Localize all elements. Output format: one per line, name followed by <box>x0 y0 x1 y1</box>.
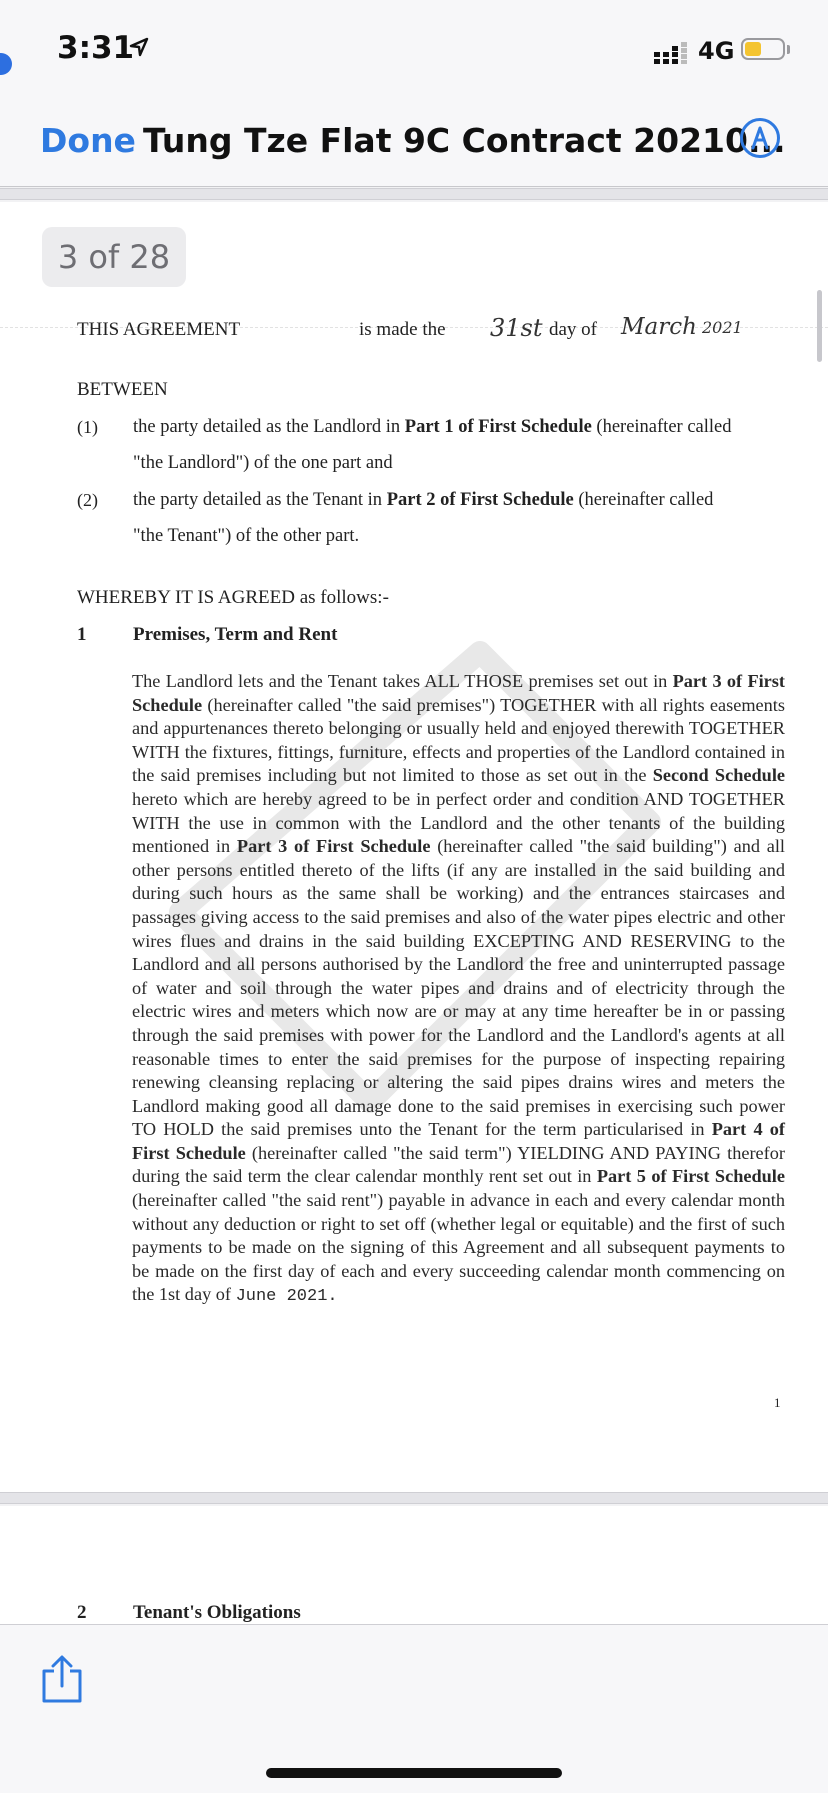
party-1-line-1: the party detailed as the Landlord in Part 1 of First Schedule (hereinafter called <box>133 417 732 437</box>
page-indicator: 3 of 28 <box>42 227 186 287</box>
document-page-3[interactable] <box>0 202 828 1492</box>
made-the-text: is made the <box>359 319 446 340</box>
clause-2-title: Tenant's Obligations <box>133 1602 301 1623</box>
whereby-heading: WHEREBY IT IS AGREED as follows:- <box>77 587 389 608</box>
share-icon[interactable] <box>40 1655 84 1703</box>
cellular-signal-icon <box>654 42 690 64</box>
between-heading: BETWEEN <box>77 379 168 400</box>
document-page-4[interactable] <box>0 1506 828 1624</box>
location-arrow-icon <box>129 37 149 57</box>
network-type: 4G <box>698 37 735 65</box>
scrollbar-thumb[interactable] <box>817 290 822 362</box>
page-separator <box>0 1492 828 1504</box>
handwritten-year: 2021 <box>702 318 743 337</box>
party-2-line-2: "the Tenant") of the other part. <box>133 526 360 546</box>
status-bar <box>0 0 828 90</box>
location-indicator-dot <box>0 53 12 75</box>
clause-1-number: 1 <box>77 624 87 645</box>
clause-2-number: 2 <box>77 1602 87 1623</box>
handwritten-day: 31st <box>490 314 543 342</box>
party-1-line-2: "the Landlord") of the one part and <box>133 453 393 473</box>
page-separator <box>0 188 828 200</box>
markup-pen-icon[interactable] <box>740 118 780 158</box>
bottom-toolbar <box>0 1624 828 1793</box>
page-number: 1 <box>774 1395 781 1410</box>
status-time: 3:31 <box>57 30 135 66</box>
done-button[interactable]: Done <box>40 121 136 160</box>
clause-1-title: Premises, Term and Rent <box>133 624 338 645</box>
navigation-bar <box>0 90 828 187</box>
clause-1-body: The Landlord lets and the Tenant takes ALL THOSE premises set out in Part 3 of First Schedule (hereinafter called "the said premises") TOGETHER with all rights easements and appurtenances thereto belonging or usually held and enjoyed therewith TOGETHER WITH the fixtures, fittings, furniture, effects and properties of the Landlord contained in the said premises including but not limited to those as set out in the Second Schedule hereto which are hereby agreed to be in perfect order and condition AND TOGETHER WITH the use in common with the Landlord and the other tenants of the building mentioned in Part 3 of First Schedule (hereinafter called "the said building") and all other persons entitled thereto of the lifts (if any are installed in the said building and during such hours as the same shall be working) and the entrances staircases and passages giving access to the said premises and also of the water pipes electric and other wires flues and drains in the said building EXCEPTING AND RESERVING to the Landlord and all persons authorised by the Landlord the free and uninterrupted passage of water and soil through the water pipes and drains and of electricity through the electric wires and meters which now are or may at any time hereafter be in or passing through the said premises with power for the Landlord and the Landlord's agents at all reasonable times to enter the said premises for the purpose of inspecting repairing renewing cleansing replacing or altering the said pipes drains wires and meters the Landlord making good all damage done to the said premises in exercising such power TO HOLD the said premises unto the Tenant for the term particularised in Part 4 of First Schedule (hereinafter called "the said term") YIELDING AND PAYING therefor during the said term the clear calendar monthly rent set out in Part 5 of First Schedule (hereinafter called "the said rent") payable in advance in each and every calendar month without any deduction or right to set off (whether legal or equitable) and the first of such payments to be made on the signing of this Agreement and all subsequent payments to be made on the first day of each and every succeeding calendar month commencing on the 1st day of June 2021. <box>132 671 786 1307</box>
party-1-number: (1) <box>77 417 98 437</box>
party-2-number: (2) <box>77 490 98 510</box>
party-2-line-1: the party detailed as the Tenant in Part 2 of First Schedule (hereinafter called <box>133 490 714 510</box>
document-title: Tung Tze Flat 9C Contract 20210... <box>143 121 786 160</box>
handwritten-month: March <box>621 314 697 340</box>
day-of-text: day of <box>549 319 598 340</box>
home-indicator <box>266 1768 562 1778</box>
battery-icon <box>741 38 785 60</box>
battery-nub <box>787 45 790 54</box>
agreement-heading: THIS AGREEMENT <box>77 319 241 340</box>
